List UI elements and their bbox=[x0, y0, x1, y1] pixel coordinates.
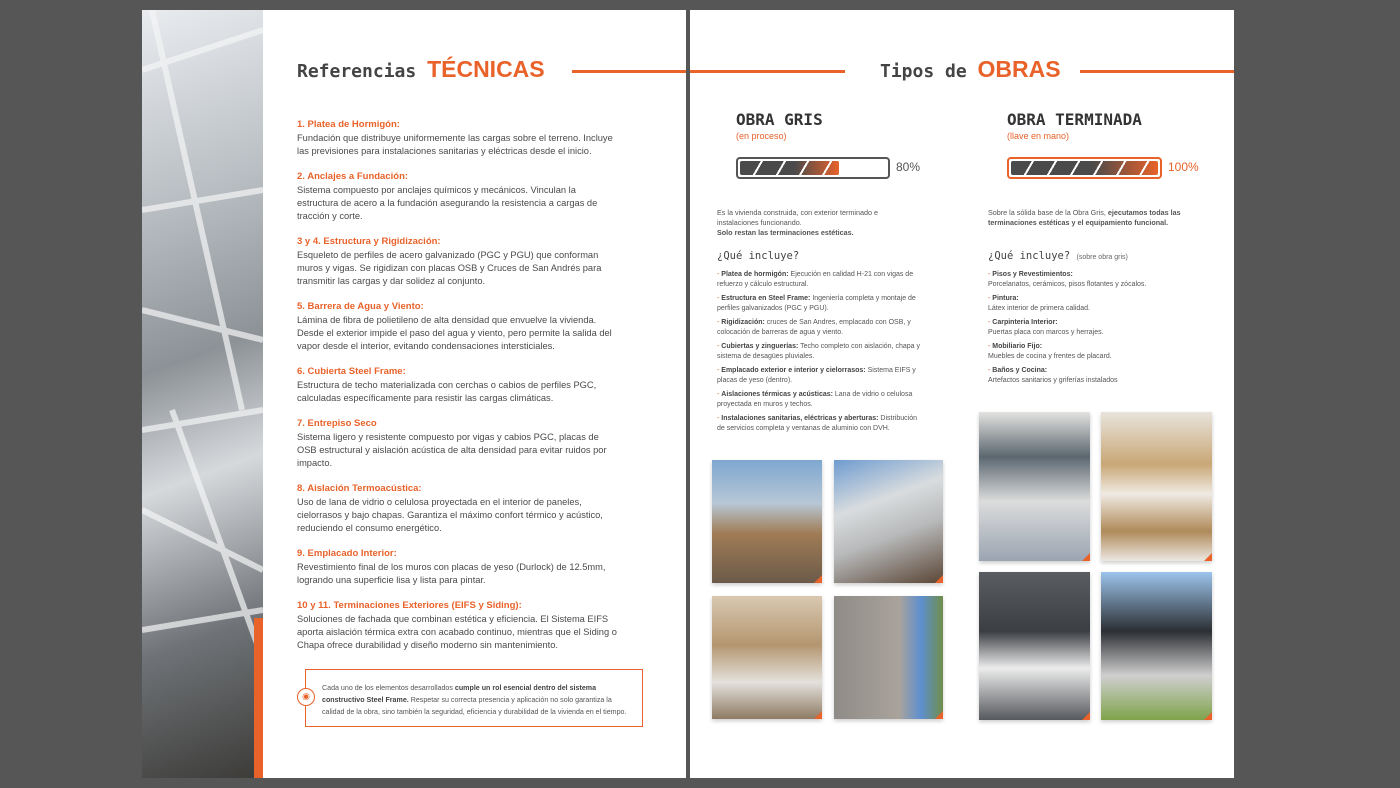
reference-title: 1. Platea de Hormigón: bbox=[297, 119, 400, 130]
reference-text: Estructura de techo materializada con cerchas o cabios de perfiles PGC, calculadas específicamente para resistir las cargas climáticas. bbox=[297, 380, 597, 403]
reference-list bbox=[297, 118, 617, 664]
reference-title: 10 y 11. Terminaciones Exteriores (EIFS y Siding): bbox=[297, 600, 522, 611]
include-item: - Emplacado exterior e interior y cielorrasos: Sistema EIFS y placas de yeso (dentro). bbox=[717, 367, 916, 384]
reference-item bbox=[297, 482, 617, 535]
include-item: - Baños y Cocina: Artefactos sanitarios y griferías instalados bbox=[988, 367, 1118, 384]
photo-gris-3 bbox=[712, 596, 822, 719]
title-rule-right bbox=[1080, 70, 1234, 73]
photo-terminada-2 bbox=[1101, 412, 1212, 561]
obra-terminada-includes-list bbox=[988, 270, 1193, 390]
title-rule bbox=[572, 70, 686, 73]
reference-item bbox=[297, 118, 617, 158]
photo-terminada-1 bbox=[979, 412, 1090, 561]
info-note: ◉ Cada uno de los elementos desarrollados cumple un rol esencial dentro del sistema constructivo Steel Frame. Respetar su correcta presencia y aplicación no solo garantiza la calidad de la obra, sino también la seguridad, eficiencia y durabilidad de la vivienda en el tiempo. bbox=[305, 669, 643, 727]
reference-text: Lámina de fibra de polietileno de alta densidad que envuelve la vivienda. Desde el exterior impide el paso del agua y viento, pero permite la salida del vapor desde el interior, evitando condensaciones intersticiales. bbox=[297, 315, 612, 351]
reference-text: Esqueleto de perfiles de acero galvanizado (PGC y PGU) que conforman muros y vigas. Se rigidizan con placas OSB y Cruces de San Andrés para transmitir las cargas y dar solidez al conjunto. bbox=[297, 250, 602, 286]
photo-terminada-4 bbox=[1101, 572, 1212, 720]
include-item: - Pisos y Revestimientos: Porcelanatos, cerámicos, pisos flotantes y zócalos. bbox=[988, 271, 1147, 288]
obra-gris-includes-list bbox=[717, 270, 922, 438]
obra-terminada-title: OBRA TERMINADA bbox=[1007, 110, 1142, 129]
reference-item bbox=[297, 235, 617, 288]
obra-terminada-percent: 100% bbox=[1168, 160, 1199, 174]
eye-icon: ◉ bbox=[297, 688, 315, 706]
steel-frame-photo bbox=[142, 10, 263, 778]
reference-item bbox=[297, 300, 617, 353]
obra-gris-intro: Es la vivienda construida, con exterior terminado e instalaciones funcionando. Solo restan las terminaciones estéticas. bbox=[717, 208, 879, 237]
reference-text: Fundación que distribuye uniformemente las cargas sobre el terreno. Incluye las previsiones para instalaciones sanitarias y eléctricas desde el inicio. bbox=[297, 133, 613, 156]
page-title: Referencias TÉCNICAS bbox=[297, 56, 545, 82]
include-item: - Estructura en Steel Frame: Ingeniería completa y montaje de perfiles galvanizados (PGC y PGU). bbox=[717, 295, 916, 312]
reference-title: 6. Cubierta Steel Frame: bbox=[297, 366, 406, 377]
obra-gris-title: OBRA GRIS bbox=[736, 110, 823, 129]
obra-terminada-progress bbox=[1007, 157, 1162, 179]
photo-gris-1 bbox=[712, 460, 822, 583]
include-item: - Mobiliario Fijo: Muebles de cocina y frentes de placard. bbox=[988, 343, 1112, 360]
include-item: - Aislaciones térmicas y acústicas: Lana de vidrio o celulosa proyectada en muros y techos. bbox=[717, 391, 913, 408]
obra-gris-progress bbox=[736, 157, 890, 179]
obra-gris-includes-heading: ¿Qué incluye? bbox=[717, 250, 800, 262]
obra-gris-subtitle: (en proceso) bbox=[736, 131, 787, 141]
obra-gris-percent: 80% bbox=[896, 160, 921, 174]
page-title: Tipos de OBRAS bbox=[880, 56, 1061, 82]
photo-gris-4 bbox=[834, 596, 943, 719]
obra-terminada-section bbox=[1007, 110, 1234, 174]
reference-title: 5. Barrera de Agua y Viento: bbox=[297, 301, 424, 312]
include-item: - Cubiertas y zinguerías: Techo completo con aislación, chapa y sistema de desagües pluviales. bbox=[717, 343, 920, 360]
include-item: - Instalaciones sanitarias, eléctricas y aberturas: Distribución de servicios completa y ventanas de aluminio con DVH. bbox=[717, 415, 917, 432]
include-item: - Pintura: Látex interior de primera calidad. bbox=[988, 295, 1090, 312]
reference-item bbox=[297, 417, 617, 470]
reference-title: 3 y 4. Estructura y Rigidización: bbox=[297, 236, 441, 247]
left-page bbox=[142, 10, 686, 778]
reference-text: Soluciones de fachada que combinan estética y eficiencia. El Sistema EIFS aporta aislación térmica extra con acabado continuo, mientras que el Siding o Chapa ofrece durabilidad y diseño moderno sin mantenimiento. bbox=[297, 614, 617, 650]
include-item: - Carpinteria Interior: Puertas placa con marcos y herrajes. bbox=[988, 319, 1104, 336]
reference-item bbox=[297, 599, 617, 652]
photo-gris-2 bbox=[834, 460, 943, 583]
reference-title: 9. Emplacado Interior: bbox=[297, 548, 397, 559]
reference-title: 7. Entrepiso Seco bbox=[297, 418, 377, 429]
reference-title: 8. Aislación Termoacústica: bbox=[297, 483, 422, 494]
reference-item bbox=[297, 170, 617, 223]
title-rule-left bbox=[690, 70, 845, 73]
include-item: - Rigidización: cruces de San Andres, emplacado con OSB, y colocación de barreras de agua y viento. bbox=[717, 319, 911, 336]
photo-terminada-3 bbox=[979, 572, 1090, 720]
obra-gris-section bbox=[736, 110, 986, 174]
obra-terminada-intro: Sobre la sólida base de la Obra Gris, ejecutamos todas las terminaciones estéticas y el equipamiento funcional. bbox=[988, 208, 1181, 227]
include-item: - Platea de hormigón: Ejecución en calidad H-21 con vigas de refuerzo y cálculo estructural. bbox=[717, 271, 914, 288]
obra-terminada-includes-heading: ¿Qué incluye? (sobre obra gris) bbox=[988, 250, 1128, 262]
reference-text: Sistema ligero y resistente compuesto por vigas y cabios PGC, placas de OSB estructural y aislación acústica de alta densidad para evitar ruidos por impacto. bbox=[297, 432, 607, 468]
right-page bbox=[690, 10, 1234, 778]
reference-text: Revestimiento final de los muros con placas de yeso (Durlock) de 12.5mm, logrando una superficie lisa y lista para pintar. bbox=[297, 562, 606, 585]
reference-text: Uso de lana de vidrio o celulosa proyectada en el interior de paneles, cielorrasos y bajo chapas. Garantiza el máximo confort térmico y acústico, reduciendo el consumo energético. bbox=[297, 497, 603, 533]
accent-bar bbox=[254, 618, 263, 778]
reference-text: Sistema compuesto por anclajes químicos y mecánicos. Vinculan la estructura de acero a la fundación asegurando la resistencia a cargas de tracción y corte. bbox=[297, 185, 598, 221]
obra-terminada-subtitle: (llave en mano) bbox=[1007, 131, 1070, 141]
reference-item bbox=[297, 365, 617, 405]
reference-title: 2. Anclajes a Fundación: bbox=[297, 171, 409, 182]
reference-item bbox=[297, 547, 617, 587]
